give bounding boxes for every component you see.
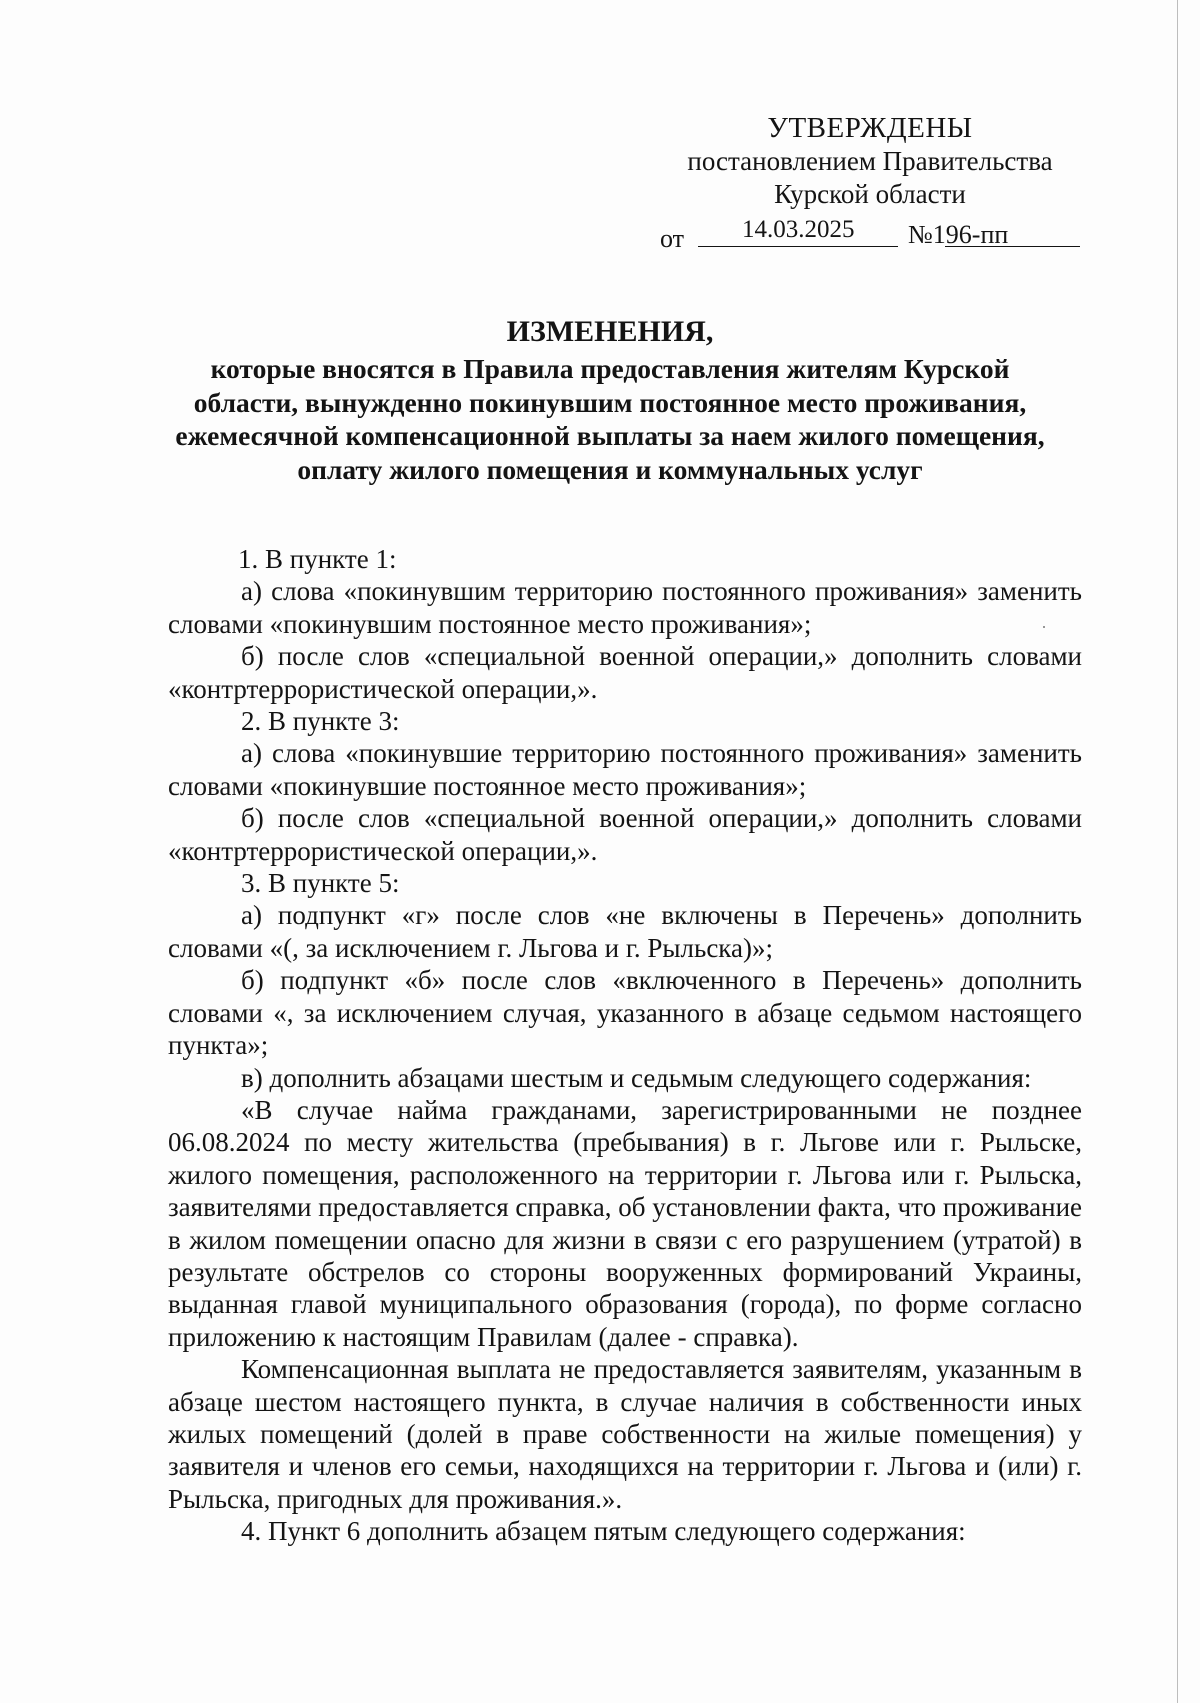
paragraph-3a: а) подпункт «г» после слов «не включены в Перечень» дополнить словами «(, за исключением г. Льгова и г. Рыльска)»; bbox=[168, 900, 1082, 963]
paragraph-1b: б) после слов «специальной военной операции,» дополнить словами «контртеррористической операции,». bbox=[168, 641, 1082, 704]
paragraph-2a: а) слова «покинувшие территорию постоянного проживания» заменить словами «покинувшие постоянное место проживания»; bbox=[168, 738, 1082, 801]
approval-block bbox=[660, 112, 1080, 211]
document-title: ИЗМЕНЕНИЯ, bbox=[506, 315, 714, 348]
document-body bbox=[168, 543, 1082, 1548]
approval-date-line bbox=[660, 212, 1080, 252]
subtitle-line: которые вносятся в Правила предоставления жителям Курской bbox=[210, 353, 1010, 384]
scan-speck bbox=[1043, 626, 1045, 628]
date-underline bbox=[698, 246, 898, 247]
paragraph-item-2: 2. В пункте 3: bbox=[241, 706, 400, 737]
paragraph-item-1: 1. В пункте 1: bbox=[238, 544, 397, 574]
subtitle-line: оплату жилого помещения и коммунальных услуг bbox=[297, 453, 923, 485]
paragraph-3b: б) подпункт «б» после слов «включенного в Перечень» дополнить словами «, за исключением случая, указанного в абзаце седьмом настоящего пункта»; bbox=[168, 965, 1082, 1061]
approval-number: №196-пп bbox=[908, 220, 1009, 249]
approval-line-2: Курской области bbox=[774, 179, 966, 209]
paragraph-quote-7: Компенсационная выплата не предоставляется заявителям, указанным в абзаце шестом настоящего пункта, в случае наличия в собственности иных жилых помещений (долей в праве собственности на жилые помещения) у заявителя и членов его семьи, находящихся на территории г. Льгова и (или) г. Рыльска, пригодных для проживания.». bbox=[168, 1354, 1082, 1514]
subtitle-line: ежемесячной компенсационной выплаты за наем жилого помещения, bbox=[175, 420, 1045, 451]
date-prefix: от bbox=[660, 224, 685, 253]
paragraph-1a: а) слова «покинувшим территорию постоянного проживания» заменить словами «покинувшим постоянное место проживания»; bbox=[168, 576, 1082, 639]
approval-line-1: постановлением Правительства bbox=[687, 146, 1053, 176]
document-heading bbox=[140, 312, 1080, 486]
paragraph-2b: б) после слов «специальной военной операции,» дополнить словами «контртеррористической операции,». bbox=[168, 803, 1082, 866]
approval-title: УТВЕРЖДЕНЫ bbox=[767, 112, 973, 144]
paragraph-3c: в) дополнить абзацами шестым и седьмым следующего содержания: bbox=[241, 1062, 1032, 1093]
paragraph-quote-6: «В случае найма гражданами, зарегистрированными не позднее 06.08.2024 по месту жительства (пребывания) в г. Льгове или г. Рыльске, жилого помещения, расположенного на территории г. Льгова или г. Рыльска, заявителями предоставляется справка, об установлении факта, что проживание в жилом помещении опасно для жизни в связи с его разрушением (утратой) в результате обстрелов со стороны вооруженных формирований Украины, выданная главой муниципального образования (города), по форме согласно приложению к настоящим Правилам (далее - справка). bbox=[168, 1094, 1082, 1352]
approval-date: 14.03.2025 bbox=[742, 216, 855, 243]
number-underline bbox=[945, 246, 1080, 247]
paragraph-item-3: 3. В пункте 5: bbox=[241, 868, 400, 899]
paragraph-item-4: 4. Пункт 6 дополнить абзацем пятым следующего содержания: bbox=[241, 1516, 966, 1547]
subtitle-line: области, вынужденно покинувшим постоянное место проживания, bbox=[193, 386, 1027, 418]
scan-page-edge bbox=[1177, 0, 1178, 1703]
